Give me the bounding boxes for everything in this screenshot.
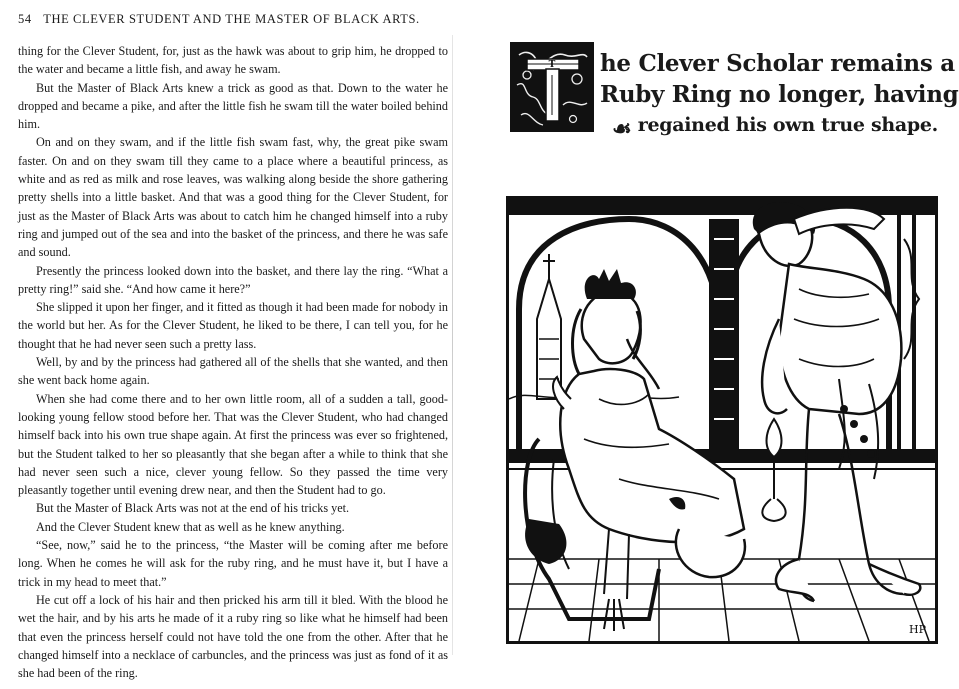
- left-page: [0, 0, 470, 689]
- paragraph: When she had come there and to her own little room, all of a sudden a tall, good-looking young fellow stood before her. That was the Clever Student, who had changed himself back into his own true shape again. At first the princess was ever so frightened, but the Student talked to her so pleasantly that she began after a while to think that she had never seen such a nice, clever young fellow. So they passed the time very pleasantly together until evening drew near, and then the Student had to go.: [18, 391, 448, 498]
- running-head: [18, 12, 420, 27]
- decorated-drop-cap: [510, 42, 594, 132]
- drop-cap-letter: T: [548, 60, 556, 70]
- paragraph: thing for the Clever Student, for, just as the hawk was about to grip him, he dropped to the water and became a little fish, and away he swam.: [18, 44, 448, 77]
- right-page: [490, 0, 959, 689]
- illustration-plate: [506, 196, 938, 644]
- running-head-title: THE CLEVER STUDENT AND THE MASTER OF BLACK ARTS.: [43, 12, 420, 26]
- paragraph: Presently the princess looked down into the basket, and there lay the ring. “What a pretty ring!” said she. “And how came it here?”: [18, 263, 448, 296]
- paragraph: He cut off a lock of his hair and then pricked his arm till it bled. With the blood he wet the hair, and by his arts he made of it a ruby ring so like what he himself had been that even the princess herself could not have told the one from the other. After that he changed himself into a necklace of carbuncles, and the princess was just as fond of it as she had been of the ring.: [18, 592, 448, 681]
- paragraph: “See, now,” said he to the princess, “the Master will be coming after me before long. When he comes he will ask for the ruby ring, and he must have it, but I have a trick in my head to meet that.”: [18, 538, 448, 589]
- artist-monogram: HP: [909, 623, 926, 636]
- princess-and-student-illustration: [509, 199, 935, 641]
- caption-line: regained his own true shape.: [637, 114, 938, 136]
- pilcrow-ornament: ☙: [612, 116, 632, 141]
- paragraph: Well, by and by the princess had gathered all of the shells that she wanted, and then she went back home again.: [18, 355, 448, 388]
- illustration-caption: [510, 42, 959, 147]
- gutter-shadow: [452, 35, 453, 655]
- caption-line: he Clever Scholar remains a: [600, 50, 955, 77]
- paragraph: She slipped it upon her finger, and it fitted as though it had been made for nobody in the world but her. As for the Clever Student, he liked to be there, I can tell you, for he thought that he had never seen such a pretty lass.: [18, 300, 448, 351]
- paragraph: But the Master of Black Arts knew a trick as good as that. Down to the water he dropped and became a pike, and after the little fish he swam till the water boiled behind him.: [18, 80, 448, 132]
- page-number: 54: [18, 12, 32, 26]
- drop-cap-ornament: [513, 45, 591, 129]
- caption-line: Ruby Ring no longer, having: [600, 81, 959, 108]
- paragraph: But the Master of Black Arts was not at the end of his tricks yet.: [36, 501, 350, 516]
- paragraph: And the Clever Student knew that as well as he knew anything.: [36, 519, 345, 534]
- caption-title: [600, 48, 959, 141]
- story-text: [18, 42, 448, 682]
- paragraph: On and on they swam, and if the little fish swam fast, why, the great pike swam faster. On and on they swam till they came to a place where a beautiful princess, as white and as red as milk and rose leaves, was walking along beside the shore gathering pretty shells into a little basket. And that was a good thing for the Clever Student, for just as the Master of Black Arts was about to catch him he changed himself into a ruby ring and jumped out of the sea and into the basket of the princess, and there he was safe and sound.: [18, 135, 448, 260]
